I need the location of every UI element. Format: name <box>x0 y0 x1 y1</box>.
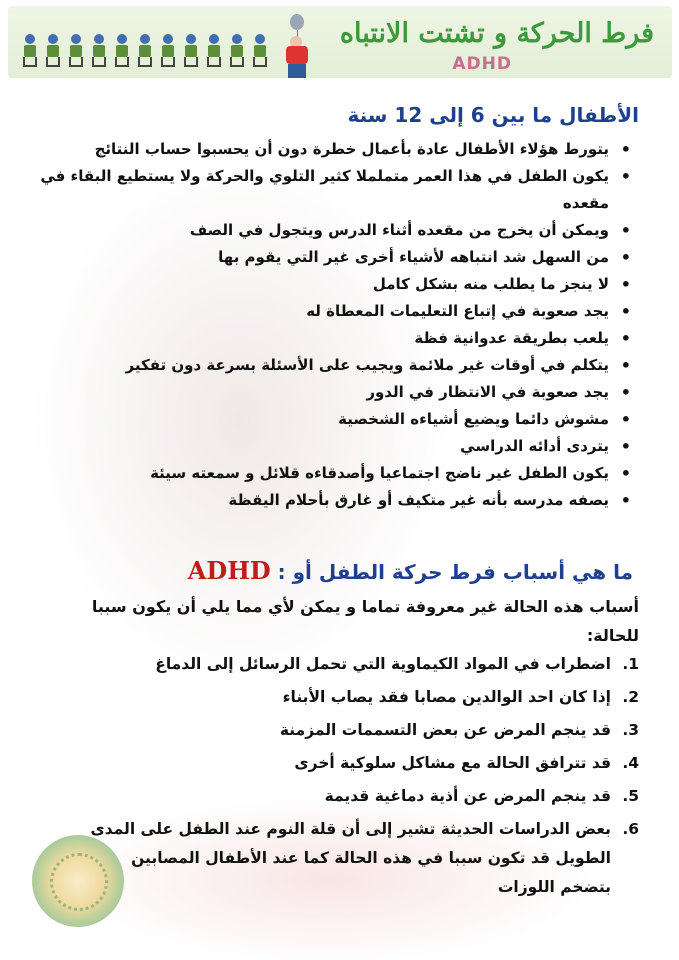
child-figure <box>137 34 153 68</box>
item-text: اضطراب في المواد الكيماوية التي تحمل الرسائل إلى الدماغ <box>155 655 611 673</box>
child-figure <box>91 34 107 68</box>
page-title: فرط الحركة و تشتت الانتباه <box>339 18 654 49</box>
list-item: • ويمكن أن يخرج من مقعده أثناء الدرس ويتجول في الصف <box>35 217 635 244</box>
item-number: 5. <box>622 787 639 805</box>
child-figure <box>160 34 176 68</box>
list-item: • يلعب بطريقة عدوانية فظة <box>35 325 635 352</box>
decorative-seal-icon <box>32 835 124 927</box>
item-number: 1. <box>622 655 639 673</box>
header-banner <box>8 6 672 78</box>
item-text: إذا كان احد الوالدين مصابا فقد يصاب الأبناء <box>282 688 611 706</box>
section-heading-age-group: الأطفال ما بين 6 إلى 12 سنة <box>347 103 639 127</box>
item-text: قد ينجم المرض عن بعض التسممات المزمنة <box>279 721 611 739</box>
list-item: • يتورط هؤلاء الأطفال عادة بأعمال خطرة دون أن يحسبوا حساب النتائج <box>35 136 635 163</box>
child-figure <box>206 34 222 68</box>
child-figure <box>229 34 245 68</box>
page-subtitle: ADHD <box>452 54 512 74</box>
symptoms-list <box>35 136 635 514</box>
child-figure <box>68 34 84 68</box>
list-item: • يتكلم في أوقات غير ملائمة ويجيب على الأسئلة بسرعة دون تفكير <box>35 352 635 379</box>
child-figure <box>183 34 199 68</box>
item-number: 2. <box>622 688 639 706</box>
child-figure <box>114 34 130 68</box>
list-item: • يجد صعوبة في إتباع التعليمات المعطاة له <box>35 298 635 325</box>
causes-heading-text: ما هي أسباب فرط حركة الطفل أو : <box>277 560 633 584</box>
list-item: • يجد صعوبة في الانتظار في الدور <box>35 379 635 406</box>
causes-list <box>79 650 639 906</box>
list-item: • لا ينجز ما يطلب منه بشكل كامل <box>35 271 635 298</box>
child-figure <box>22 34 38 68</box>
causes-heading-acronym: ADHD <box>187 556 271 585</box>
child-figure <box>45 34 61 68</box>
list-item: • مشوش دائما ويضيع أشياءه الشخصية <box>35 406 635 433</box>
item-text: قد تترافق الحالة مع مشاكل سلوكية أخرى <box>294 754 611 772</box>
item-number: 3. <box>622 721 639 739</box>
list-item: • يتردى أدائه الدراسي <box>35 433 635 460</box>
list-item: • يكون الطفل غير ناضج اجتماعيا وأصدقاءه قلائل و سمعته سيئة <box>35 460 635 487</box>
list-item <box>79 683 639 712</box>
section-heading-causes <box>182 556 633 585</box>
list-item <box>79 650 639 679</box>
item-number: 4. <box>622 754 639 772</box>
list-item: • من السهل شد انتباهه لأشياء أخرى غير التي يقوم بها <box>35 244 635 271</box>
list-item <box>79 782 639 811</box>
balloon-child-illustration <box>276 14 318 80</box>
list-item <box>79 815 639 902</box>
list-item <box>79 716 639 745</box>
list-item: • يكون الطفل في هذا العمر متململا كثير التلوي والحركة ولا يستطيع البقاء في مقعده <box>35 163 635 217</box>
child-figure <box>252 34 268 68</box>
item-number: 6. <box>622 820 639 838</box>
list-item <box>79 749 639 778</box>
list-item: • يصفه مدرسه بأنه غير متكيف أو غارق بأحلام اليقظة <box>35 487 635 514</box>
item-text: بعض الدراسات الحديثة تشير إلى أن قلة النوم عند الطفل على المدى الطويل قد تكون سببا في هذه الحالة كما عند الأطفال المصابين بتضخم اللوزات <box>90 820 611 896</box>
children-illustration <box>22 34 268 68</box>
item-text: قد ينجم المرض عن أذية دماغية قديمة <box>324 787 611 805</box>
causes-intro: أسباب هذه الحالة غير معروفة تماما و يمكن لأي مما يلي أن يكون سببا للحالة: <box>91 597 639 645</box>
